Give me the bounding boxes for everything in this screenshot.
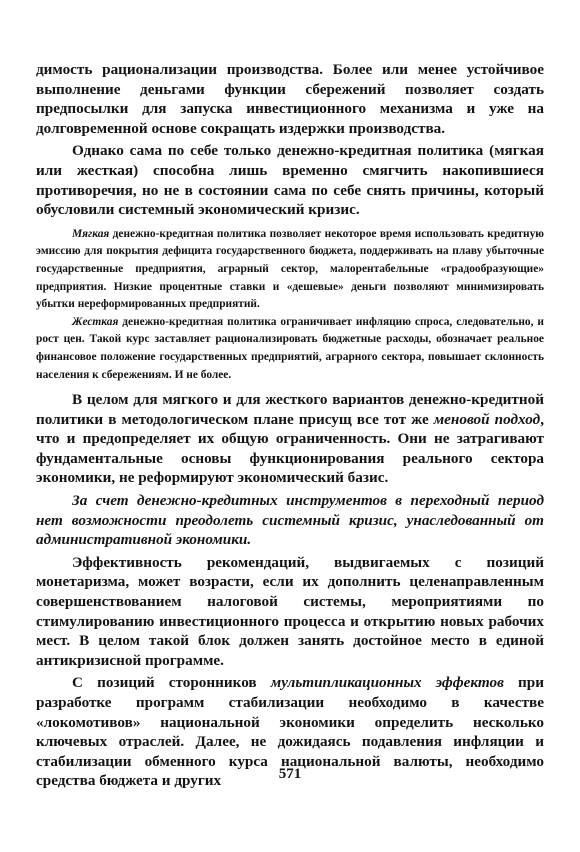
term-multiplier-effects: мультипликационных эффектов — [270, 674, 504, 692]
note-soft-policy — [36, 226, 544, 314]
note-text: денежно-кредитная политика позволяет некоторое время использовать кредитную эмиссию для покрытия дефицита государственного бюджета, поддерживать на плаву убыточные государственные предприятия, аграрный сектор, малорентабельные «градообразующие» предприятия. Низкие процентные ставки и «дешевые» деньги позволяют минимизировать убытки нереформированных предприятий. — [36, 227, 544, 311]
paragraph-text: димость рационализации производства. Более или менее устойчивое выполнение деньгами функции сбережений позволяет создать предпосылки для запуска инвестиционного механизма и уже на долговременной основе сокращать издержки производства. — [36, 61, 544, 137]
paragraph-monetarism-recommendations — [36, 553, 544, 671]
paragraph-text: Эффективность рекомендаций, выдвигаемых с позиций монетаризма, может возрасти, если их дополнить целенаправленным совершенствованием налоговой системы, мероприятиями по стимулированию инвестиционного процесса и открытию новых рабочих мест. В целом такой блок должен занять достойное место в единой антикризисной программе. — [36, 553, 544, 669]
paragraph-text: С позиций сторонников — [72, 674, 271, 692]
paragraph-monetary-policy-limits — [36, 141, 544, 219]
paragraph-continuation — [36, 60, 544, 138]
paragraph-text: , что и предопределяет их общую ограниченность. Они не затрагивают фундаментальные основы функционирования реального сектора экономики, не реформируют экономический базис. — [36, 410, 544, 487]
term-hard: Жесткая — [72, 315, 119, 328]
note-text: денежно-кредитная политика ограничивает инфляцию спроса, следовательно, и рост цен. Такой курс заставляет рационализировать бюджетные расходы, обозначает реальное финансовое положение государственных предприятий, аграрного сектора, повышает склонность населения к сбережениям. И не более. — [36, 315, 544, 381]
paragraph-key-conclusion — [36, 491, 544, 550]
paragraph-text: Однако сама по себе только денежно-кредитная политика (мягкая или жесткая) способна лишь временно смягчить накопившиеся противоречия, но не в состоянии сама по себе снять причины, который обусловили системный экономический кризис. — [36, 142, 544, 219]
term-exchange-approach: меновой подход — [433, 410, 541, 428]
paragraph-text: За счет денежно-кредитных инструментов в переходный период нет возможности преодолеть системный кризис, унаследованный от административной экономики. — [36, 492, 544, 549]
document-page — [36, 60, 544, 791]
page-number: 571 — [278, 766, 302, 782]
paragraph-exchange-approach — [36, 390, 544, 488]
paragraph-text: при разработке программ стабилизации необходимо в качестве «локомотивов» национальной экономики определить несколько ключевых отраслей. Далее, не дожидаясь подавления инфляции и стабилизации обменного курса национальной валюты, необходимо средства бюджета и других — [36, 674, 544, 790]
paragraph-text: В целом для мягкого и для жесткого вариантов денежно-кредитной политики в методологическом плане присущ все тот же — [36, 391, 544, 428]
note-hard-policy — [36, 314, 544, 384]
term-soft: Мягкая — [72, 227, 110, 240]
